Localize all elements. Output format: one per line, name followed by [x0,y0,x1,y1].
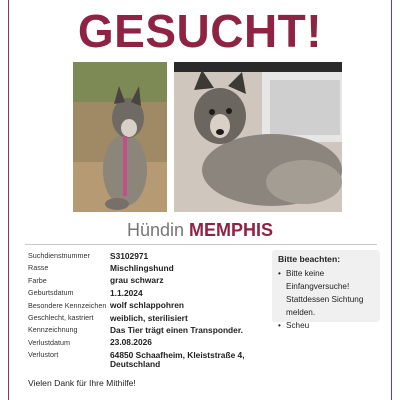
fact-value: 23.08.2026 [110,337,152,348]
fact-value: Das Tier trägt einen Transponder. [110,324,243,335]
dog-photo-sitting [73,62,167,212]
notice-item: • Scheu [278,319,378,332]
fact-row [28,275,273,287]
fact-value: 64850 Schaafheim, Kleiststraße 4, Deutschland [110,349,245,370]
divider [25,244,377,245]
fact-label: Verlustort [28,350,59,360]
fact-value: grau schwarz [110,275,164,286]
facts-table [28,250,273,370]
fact-label: Kennzeichnung [28,325,78,335]
notice-list [278,267,378,332]
notice-box [272,250,380,330]
fact-row [28,312,273,324]
fact-row [28,324,273,336]
fact-label: Verlustdatum [28,337,70,347]
headline: GESUCHT! [77,5,323,57]
fact-label: Besondere Kennzeichen [28,300,107,310]
fact-label: Rasse [28,263,49,273]
fact-value: S3102971 [110,250,149,261]
notice-item: • Bitte keine Einfangversuche! [278,267,378,293]
notice-item: melden. [286,308,316,317]
fact-label: Geschlecht, kastriert [28,313,94,323]
notice-title: Bitte beachten: [278,254,341,264]
fact-row [28,349,273,370]
notice-item: Stattdessen Sichtung [286,295,364,304]
fact-label: Farbe [28,275,47,285]
name-prefix: Hündin [126,220,184,240]
fact-label: Geburtsdatum [28,288,74,298]
fact-row [28,262,273,274]
dog-name-line [0,220,400,241]
fact-row [28,300,273,312]
dog-name: MEMPHIS [189,220,274,240]
fact-row [28,337,273,349]
fact-row [28,287,273,299]
fact-value: weiblich, sterilisiert [110,312,188,323]
dog-photo-lying [174,62,342,212]
thanks-text: Vielen Dank für Ihre Mithilfe! [28,378,136,388]
fact-label: Suchdienstnummer [28,251,90,260]
fact-value: wolf schlappohren [110,300,184,311]
fact-row [28,250,273,262]
fact-value: 1.1.2024 [110,287,143,298]
fact-value: Mischlingshund [110,262,174,273]
